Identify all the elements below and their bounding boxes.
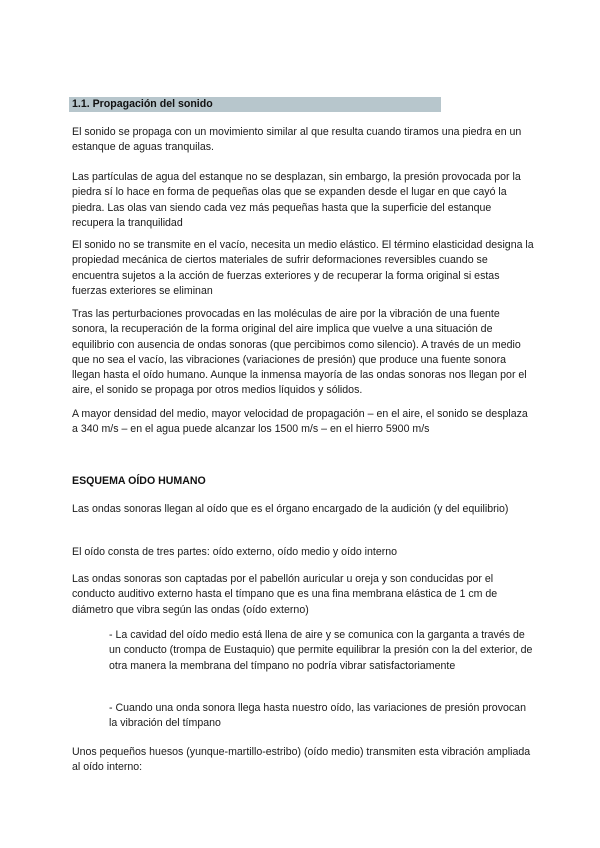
ear-scheme-title: ESQUEMA OÍDO HUMANO <box>72 475 206 487</box>
paragraph-propagation-intro: El sonido se propaga con un movimiento similar al que resulta cuando tiramos una piedra en un estanque de aguas tranquilas. <box>72 126 522 154</box>
paragraph-outer-ear: Las ondas sonoras son captadas por el pabellón auricular u oreja y son conducidas por el conducto auditivo externo hasta el tímpano que es una fina membrana elástica de 1 cm de diámetro que vibra según las ondas (oído externo) <box>72 573 498 616</box>
section-heading: 1.1. Propagación del sonido <box>72 98 213 110</box>
paragraph-ear-parts: El oído consta de tres partes: oído externo, oído medio y oído interno <box>72 546 398 558</box>
section-heading-bar <box>69 97 441 112</box>
paragraph-water-particles: Las partículas de agua del estanque no se desplazan, sin embargo, la presión provocada por la piedra sí lo hace en forma de pequeñas olas que se expanden desde el lugar en que cayó la piedra. Las olas van siendo cada vez más pequeñas hasta que la superficie del estanque recupera la tranquilidad <box>72 171 521 229</box>
bullet-middle-ear-cavity: - La cavidad del oído medio está llena de aire y se comunica con la garganta a través de un conducto (trompa de Eustaquio) que permite equilibrar la presión con la del exterior, de otra manera la membrana del tímpano no podría vibrar satisfactoriamente <box>109 629 533 672</box>
paragraph-ear-organ: Las ondas sonoras llegan al oído que es el órgano encargado de la audición (y del equilibrio) <box>72 503 509 515</box>
paragraph-elastic-medium: El sonido no se transmite en el vacío, necesita un medio elástico. El término elasticidad designa la propiedad mecánica de ciertos materiales de sufrir deformaciones reversibles cuando se encuentra sujetos a la acción de fuerzas exteriores y de recuperar la forma original si estas fuerzas exteriores se eliminan <box>72 239 534 297</box>
paragraph-ossicles: Unos pequeños huesos (yunque-martillo-estribo) (oído medio) transmiten esta vibración ampliada al oído interno: <box>72 746 531 774</box>
bullet-eardrum-vibration: - Cuando una onda sonora llega hasta nuestro oído, las variaciones de presión provocan la vibración del tímpano <box>109 702 526 730</box>
paragraph-perturbations: Tras las perturbaciones provocadas en las moléculas de aire por la vibración de una fuente sonora, la recuperación de la forma original del aire implica que vuelve a una situación de equilibrio con ausencia de ondas sonoras (que percibimos como silencio). A través de un medio que no sea el vacío, las vibraciones (variaciones de presión) que produce una fuente sonora llegan hasta el oído humano. Aunque la inmensa mayoría de las ondas sonoras nos llegan por el aire, el sonido se propaga por otros medios líquidos y sólidos. <box>72 308 527 397</box>
paragraph-density-speed: A mayor densidad del medio, mayor velocidad de propagación – en el aire, el sonido se desplaza a 340 m/s – en el agua puede alcanzar los 1500 m/s – en el hierro 5900 m/s <box>72 408 528 436</box>
